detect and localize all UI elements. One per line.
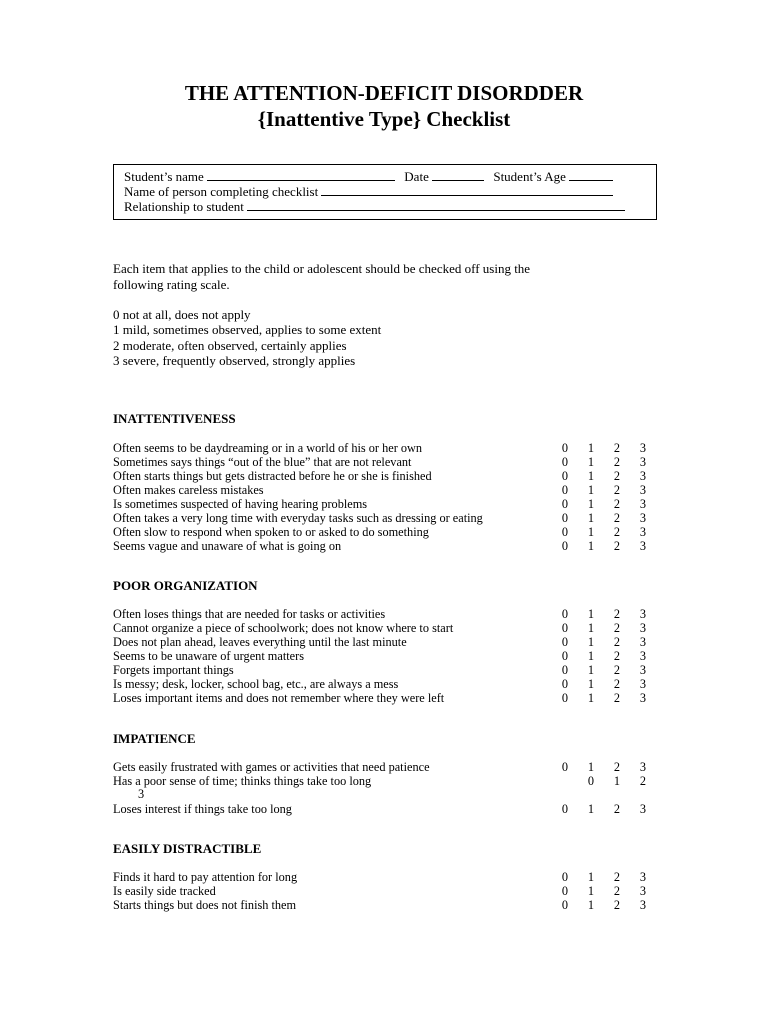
checklist-item [113,441,658,455]
checklist-item [113,898,658,912]
item-label: Loses important items and does not remember where they were left [113,691,445,705]
checklist-item [113,607,658,621]
info-row-relationship [124,199,646,214]
rating-3-option[interactable]: 3 [639,621,647,635]
checklist-item [113,884,658,898]
rating-1-option[interactable]: 1 [587,691,595,705]
relationship-field[interactable] [247,199,625,211]
rating-3-option[interactable]: 3 [639,898,647,912]
rating-2-option[interactable]: 2 [639,774,647,788]
rating-1-option[interactable]: 1 [613,774,621,788]
item-label: Sometimes says things “out of the blue” that are not relevant [113,455,412,469]
rating-2-option[interactable]: 2 [613,870,621,884]
rating-3-option[interactable]: 3 [639,802,647,816]
rating-0-option[interactable]: 0 [561,677,569,691]
rating-0-option[interactable]: 0 [561,441,569,455]
info-row-completer [124,184,646,199]
rating-2-option[interactable]: 2 [613,511,621,525]
page-title: THE ATTENTION-DEFICIT DISORDDER [184,81,584,105]
scale-2: 2 moderate, often observed, certainly applies [113,337,347,353]
item-label: Often seems to be daydreaming or in a world of his or her own [113,441,423,455]
scale-3: 3 severe, frequently observed, strongly applies [113,352,356,368]
rating-2-option[interactable]: 2 [613,525,621,539]
rating-0-option[interactable]: 0 [561,483,569,497]
rating-1-option[interactable]: 1 [587,621,595,635]
rating-2-option[interactable]: 2 [613,884,621,898]
rating-0-option[interactable]: 0 [561,649,569,663]
checklist-item [113,469,658,483]
item-label: Often loses things that are needed for tasks or activities [113,607,386,621]
rating-1-option[interactable]: 1 [587,483,595,497]
age-label: Student’s Age [493,169,566,184]
checklist-item [113,635,658,649]
rating-3-option[interactable]: 3 [138,787,145,801]
item-label: Loses interest if things take too long [113,802,292,816]
rating-1-option[interactable]: 1 [587,677,595,691]
rating-2-option[interactable]: 2 [613,663,621,677]
rating-2-option[interactable]: 2 [613,898,621,912]
rating-0-option[interactable]: 0 [561,469,569,483]
rating-3-option[interactable]: 3 [639,663,647,677]
rating-2-option[interactable]: 2 [613,677,621,691]
rating-0-option[interactable]: 0 [561,802,569,816]
rating-2-option[interactable]: 2 [613,483,621,497]
checklist-item [113,677,658,691]
item-label: Seems to be unaware of urgent matters [113,649,304,663]
completer-field[interactable] [321,184,613,196]
rating-2-option[interactable]: 2 [613,802,621,816]
checklist-item [113,802,658,816]
rating-2-option[interactable]: 2 [613,635,621,649]
rating-3-option[interactable]: 3 [639,483,647,497]
rating-1-option[interactable]: 1 [587,539,595,553]
rating-0-option[interactable]: 0 [561,539,569,553]
rating-1-option[interactable]: 1 [587,497,595,511]
rating-2-option[interactable]: 2 [613,497,621,511]
rating-3-option[interactable]: 3 [639,607,647,621]
relationship-label: Relationship to student [124,199,244,214]
rating-1-option[interactable]: 1 [587,802,595,816]
date-label: Date [404,169,429,184]
rating-0-option[interactable]: 0 [561,663,569,677]
scale-1: 1 mild, sometimes observed, applies to some extent [113,322,382,338]
rating-3-option[interactable]: 3 [639,469,647,483]
rating-3-option[interactable]: 3 [639,760,647,774]
rating-3-option[interactable]: 3 [639,677,647,691]
rating-0-option[interactable]: 0 [561,884,569,898]
rating-2-option[interactable]: 2 [613,469,621,483]
intro-text-line-1: Each item that applies to the child or adolescent should be checked off using the [113,261,531,276]
rating-1-option[interactable]: 1 [587,760,595,774]
checklist-item [113,497,658,511]
item-label: Forgets important things [113,663,234,677]
checklist-item [113,621,658,635]
checklist-item [113,774,658,788]
student-name-label: Student’s name [124,169,204,184]
rating-0-option[interactable]: 0 [561,607,569,621]
rating-1-option[interactable]: 1 [587,635,595,649]
rating-1-option[interactable]: 1 [587,649,595,663]
date-field[interactable] [432,169,484,181]
rating-3-option[interactable]: 3 [639,497,647,511]
item-label: Gets easily frustrated with games or activities that need patience [113,760,430,774]
checklist-item [113,525,658,539]
rating-2-option[interactable]: 2 [613,455,621,469]
item-label: Is easily side tracked [113,884,216,898]
section-heading-poor-organization: POOR ORGANIZATION [113,578,258,593]
scale-0: 0 not at all, does not apply [113,307,251,322]
checklist-item [113,760,658,774]
page-subtitle: {Inattentive Type} Checklist [257,107,511,131]
rating-3-option[interactable]: 3 [639,455,647,469]
item-label: Has a poor sense of time; thinks things take too long [113,774,372,788]
student-info-box [113,164,657,220]
item-label: Cannot organize a piece of schoolwork; does not know where to start [113,621,454,635]
rating-0-option[interactable]: 0 [561,455,569,469]
rating-0-option[interactable]: 0 [587,774,595,788]
checklist-item [113,483,658,497]
rating-2-option[interactable]: 2 [613,691,621,705]
rating-3-option[interactable]: 3 [639,539,647,553]
checklist-item [113,691,658,705]
rating-1-option[interactable]: 1 [587,663,595,677]
item-label: Starts things but does not finish them [113,898,297,912]
rating-3-option[interactable]: 3 [639,884,647,898]
rating-0-option[interactable]: 0 [561,497,569,511]
item-label: Seems vague and unaware of what is going on [113,539,342,553]
info-row-student [124,169,646,184]
rating-1-option[interactable]: 1 [587,870,595,884]
rating-3-option[interactable]: 3 [639,870,647,884]
rating-0-option[interactable]: 0 [561,525,569,539]
item-label: Is sometimes suspected of having hearing problems [113,497,368,511]
item-label: Does not plan ahead, leaves everything until the last minute [113,635,407,649]
rating-1-option[interactable]: 1 [587,607,595,621]
section-heading-easily-distractible: EASILY DISTRACTIBLE [113,841,262,856]
rating-2-option[interactable]: 2 [613,607,621,621]
rating-3-option[interactable]: 3 [639,691,647,705]
checklist-item [113,649,658,663]
completer-label: Name of person completing checklist [124,184,319,199]
rating-1-option[interactable]: 1 [587,884,595,898]
rating-2-option[interactable]: 2 [613,441,621,455]
item-label: Often slow to respond when spoken to or asked to do something [113,525,429,539]
item-label: Often starts things but gets distracted before he or she is finished [113,469,432,483]
rating-1-option[interactable]: 1 [587,441,595,455]
rating-3-option[interactable]: 3 [639,441,647,455]
age-field[interactable] [569,169,613,181]
checklist-item [113,511,658,525]
section-heading-impatience: IMPATIENCE [113,731,196,746]
checklist-item [113,870,658,884]
rating-2-option[interactable]: 2 [613,649,621,663]
checklist-item [113,455,658,469]
rating-1-option[interactable]: 1 [587,455,595,469]
item-label: Often makes careless mistakes [113,483,264,497]
rating-2-option[interactable]: 2 [613,539,621,553]
student-name-field[interactable] [207,169,395,181]
rating-1-option[interactable]: 1 [587,525,595,539]
item-label: Finds it hard to pay attention for long [113,870,298,884]
intro-text-line-2: following rating scale. [113,277,230,292]
item-label: Often takes a very long time with everyday tasks such as dressing or eating [113,511,483,525]
rating-0-option[interactable]: 0 [561,870,569,884]
checklist-item [113,663,658,677]
rating-0-option[interactable]: 0 [561,511,569,525]
rating-0-option[interactable]: 0 [561,635,569,649]
rating-2-option[interactable]: 2 [613,621,621,635]
rating-0-option[interactable]: 0 [561,621,569,635]
item-label: Is messy; desk, locker, school bag, etc., are always a mess [113,677,399,691]
rating-1-option[interactable]: 1 [587,469,595,483]
rating-1-option[interactable]: 1 [587,898,595,912]
rating-scale-legend [113,307,381,368]
rating-3-option[interactable]: 3 [639,635,647,649]
rating-3-option[interactable]: 3 [639,525,647,539]
rating-0-option[interactable]: 0 [561,898,569,912]
checklist-item [113,539,658,553]
rating-1-option[interactable]: 1 [587,511,595,525]
rating-0-option[interactable]: 0 [561,760,569,774]
section-heading-inattentiveness: INATTENTIVENESS [113,411,236,426]
rating-0-option[interactable]: 0 [561,691,569,705]
rating-2-option[interactable]: 2 [613,760,621,774]
rating-3-option[interactable]: 3 [639,511,647,525]
rating-3-option[interactable]: 3 [639,649,647,663]
